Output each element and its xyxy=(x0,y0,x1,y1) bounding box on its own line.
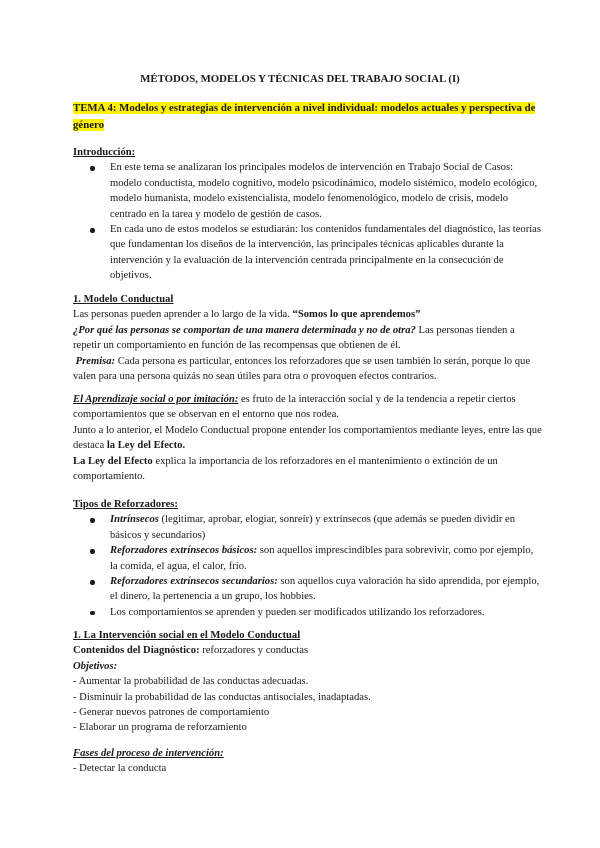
intro-item: En cada uno de estos modelos se estudiarán: los contenidos fundamentales del diagnóstico, las teorías que fundamentan los diseños de la intervención, las principales técnicas aplicables durante la intervención y la evaluación de la intervención centrada principalmente en la consecución de objetivos. xyxy=(73,222,542,284)
tipos-heading: Tipos de Reforzadores: xyxy=(73,499,178,510)
tipos-item-label: Intrínsecos xyxy=(110,514,159,526)
tipos-item-text: son aquellos cuya valoración ha sido aprendida, por ejemplo, el dinero, la pertenencia a un grupo, los hobbies. xyxy=(110,576,540,603)
aprendizaje-line2-text: Junto a lo anterior, el Modelo Conductual propone entender los comportamientos mediante leyes, entre las que destaca xyxy=(73,424,542,452)
aprendizaje-section xyxy=(73,392,542,484)
modelo-section xyxy=(73,292,542,384)
ley-label: La Ley del Efecto xyxy=(73,455,153,467)
ley-efecto-bold: la Ley del Efecto. xyxy=(106,440,186,452)
fases-section xyxy=(73,746,542,777)
contenidos-text: reforzadores y conductas xyxy=(199,645,309,657)
intervencion-heading: 1. La Intervención social en el Modelo Conductual xyxy=(73,630,301,641)
intervencion-section xyxy=(73,628,542,736)
intro-heading: Introducción: xyxy=(73,147,136,158)
modelo-line-text: Las personas pueden aprender a lo largo de la vida. xyxy=(73,309,293,321)
tema-highlight: TEMA 4: Modelos y estrategias de intervención a nivel individual: modelos actuales y perspectiva de género xyxy=(73,102,536,131)
contenidos-para xyxy=(73,643,542,658)
tipos-item-text: (legitimar, aprobar, elogiar, sonreír) y extrínsecos (que además se pueden dividir en básicos y secundarios) xyxy=(110,514,516,541)
tipos-item xyxy=(73,512,542,543)
tipos-item xyxy=(73,543,542,574)
ley-text: explica la importancia de los reforzadores en el mantenimiento o extinción de un comportamiento. xyxy=(73,455,498,483)
objetivos-label: Objetivos: xyxy=(73,660,118,672)
fases-item: - Detectar la conducta xyxy=(73,763,167,775)
intro-item: En este tema se analizaran los principales modelos de intervención en Trabajo Social de Casos: modelo conductista, modelo cognitivo, modelo psicodinámico, modelo sistémico, modelo ecológico, modelo humanista, modelo existencialista, modelo fenomenológico, modelo de crisis, modelo centrado en la tarea y modelo de gestión de casos. xyxy=(73,160,542,222)
intro-section xyxy=(73,145,542,284)
tipos-item-label: Reforzadores extrínsecos secundarios: xyxy=(110,576,278,588)
fases-heading: Fases del proceso de intervención: xyxy=(73,748,224,759)
aprendizaje-text: es fruto de la interacción social y de la tendencia a repetir ciertos comportamientos que se observan en el entorno que nos rodea. xyxy=(73,394,516,421)
modelo-question: ¿Por qué las personas se comportan de una manera determinada y no de otra? xyxy=(73,324,416,336)
objetivo-item: - Aumentar la probabilidad de las conductas adecuadas. xyxy=(73,676,309,688)
tema-heading xyxy=(73,100,542,134)
objetivo-item: - Generar nuevos patrones de comportamiento xyxy=(73,707,270,719)
page-title: MÉTODOS, MODELOS Y TÉCNICAS DEL TRABAJO SOCIAL (I) xyxy=(140,73,460,85)
modelo-question-rest: Las personas tienden a repetir un comportamiento en función de las recompensas que obtienen de él. xyxy=(73,324,515,352)
aprendizaje-label: El Aprendizaje social o por imitación: xyxy=(73,394,239,405)
contenidos-label: Contenidos del Diagnóstico: xyxy=(73,645,200,657)
objetivo-item: - Disminuir la probabilidad de las conductas antisociales, inadaptadas. xyxy=(73,691,371,703)
ley-para xyxy=(73,454,542,485)
tipos-section xyxy=(73,497,542,620)
tipos-item-text: Los comportamientos se aprenden y pueden ser modificados utilizando los reforzadores. xyxy=(110,606,485,618)
modelo-heading: 1. Modelo Conductual xyxy=(73,294,174,305)
modelo-quote: “Somos lo que aprendemos” xyxy=(292,309,421,321)
objetivo-item: - Elaborar un programa de reforzamiento xyxy=(73,722,247,734)
intro-list xyxy=(73,160,542,283)
aprendizaje-para xyxy=(73,392,542,423)
tipos-item xyxy=(73,574,542,605)
tipos-item-text: son aquellos imprescindibles para sobrevivir, como por ejemplo, la comida, el agua, el calor, frío. xyxy=(110,545,534,572)
tipos-list xyxy=(73,512,542,620)
aprendizaje-line2 xyxy=(73,423,542,454)
tipos-item xyxy=(73,605,542,620)
modelo-line xyxy=(73,307,542,322)
premisa-para xyxy=(73,354,542,385)
modelo-question-para xyxy=(73,323,542,354)
tipos-item-label: Reforzadores extrínsecos básicos: xyxy=(110,545,258,557)
premisa-label: Premisa: xyxy=(75,355,116,367)
premisa-text: Cada persona es particular, entonces los reforzadores que se usen también lo serán, porque lo que valen para una persona quizás no sean útiles para otra o provoquen efectos contrarios. xyxy=(73,355,531,383)
